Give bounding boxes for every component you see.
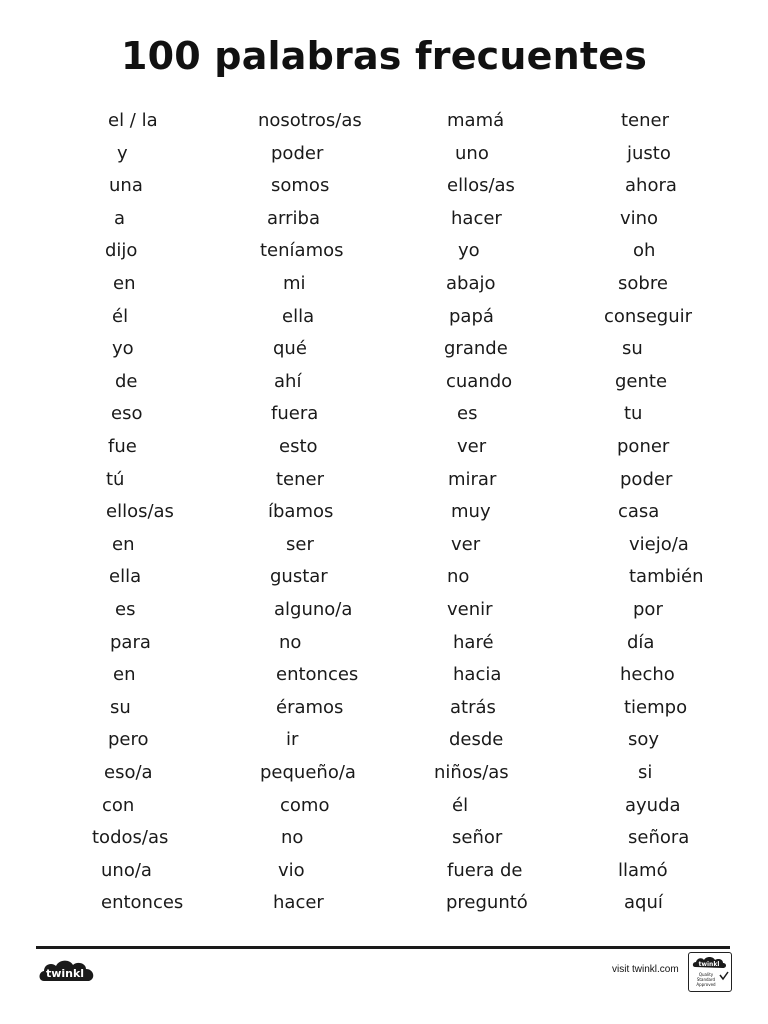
word-item: de (115, 370, 138, 392)
word-item: mi (283, 273, 306, 294)
word-item: con (102, 794, 135, 816)
word-item: abajo (446, 273, 496, 294)
word-item: preguntó (446, 892, 528, 914)
word-item: somos (271, 175, 330, 197)
word-item: ella (282, 305, 315, 327)
word-item: casa (618, 501, 660, 523)
word-item: ellos/as (106, 501, 174, 523)
word-item: entonces (276, 664, 359, 686)
word-item: viejo/a (629, 533, 689, 555)
word-item: eso (111, 403, 143, 425)
word-item: llamó (618, 859, 668, 881)
word-item: niños/as (434, 762, 509, 783)
word-item: soy (628, 729, 660, 751)
word-item: en (113, 664, 136, 686)
word-item: si (638, 762, 653, 783)
word-item: también (629, 566, 704, 588)
word-item: vino (620, 207, 659, 229)
word-item: ahí (274, 370, 302, 392)
word-item: su (110, 696, 131, 718)
word-item: fuera (271, 403, 319, 425)
word-item: mirar (448, 468, 497, 490)
word-item: mamá (447, 110, 505, 131)
word-item: una (109, 175, 143, 197)
word-item: íbamos (268, 501, 334, 523)
word-item: no (447, 566, 470, 588)
word-item: hecho (620, 664, 675, 686)
word-item: como (280, 794, 330, 816)
word-item: teníamos (260, 240, 344, 262)
word-item: ella (109, 566, 142, 588)
word-item: cuando (446, 370, 513, 392)
word-item: y (117, 142, 128, 164)
word-item: él (112, 305, 129, 327)
page-title: 100 palabras frecuentes (120, 34, 648, 78)
word-item: nosotros/as (258, 110, 362, 131)
word-item: ver (451, 533, 481, 555)
word-item: hacer (451, 207, 502, 229)
word-item: gustar (270, 566, 328, 588)
word-item: ver (457, 436, 487, 457)
badge-text: Quality Standard Approved (696, 972, 716, 987)
word-item: uno (455, 142, 489, 164)
footer-divider (36, 946, 730, 949)
quality-badge-icon (688, 952, 732, 992)
word-item: hacer (273, 892, 324, 914)
word-item: pequeño/a (260, 762, 356, 783)
word-item: uno/a (101, 859, 152, 881)
word-item: a (114, 207, 126, 229)
word-item: grande (444, 338, 508, 360)
word-item: ir (286, 729, 299, 751)
word-item: no (279, 631, 302, 653)
word-item: es (115, 599, 136, 620)
word-item: sobre (618, 273, 668, 294)
word-item: en (112, 533, 135, 555)
word-item: alguno/a (274, 599, 353, 620)
word-item: esto (279, 436, 318, 457)
word-item: conseguir (604, 305, 693, 327)
visit-link[interactable]: visit twinkl.com (612, 964, 679, 975)
badge-logo-text: twinkl (698, 961, 720, 968)
word-item: atrás (450, 696, 496, 718)
word-item: todos/as (92, 827, 169, 849)
word-item: ahora (625, 175, 677, 197)
word-item: dijo (105, 240, 138, 262)
word-item: tiempo (624, 696, 688, 718)
word-item: pero (108, 729, 149, 751)
word-item: ayuda (625, 794, 681, 816)
word-item: señora (628, 827, 690, 849)
word-item: papá (449, 305, 494, 327)
word-item: gente (615, 370, 668, 392)
word-item: en (113, 273, 136, 294)
word-item: desde (449, 729, 504, 751)
word-item: justo (627, 142, 671, 164)
word-item: éramos (276, 696, 344, 718)
word-item: poner (617, 436, 670, 457)
word-item: su (622, 338, 643, 360)
word-item: tener (621, 110, 670, 131)
word-item: eso/a (104, 762, 153, 783)
word-item: tú (106, 468, 125, 490)
word-item: no (281, 827, 304, 849)
word-item: yo (458, 240, 480, 262)
word-item: aquí (624, 892, 663, 914)
word-item: es (457, 403, 478, 425)
word-item: qué (273, 338, 307, 360)
word-item: poder (271, 142, 324, 164)
word-item: fue (108, 436, 137, 457)
word-item: vio (278, 859, 305, 881)
word-item: tener (276, 468, 325, 490)
word-item: para (110, 631, 151, 653)
cloud-logo-icon (36, 955, 98, 989)
word-item: señor (452, 827, 503, 849)
word-item: tu (624, 403, 643, 425)
word-item: entonces (101, 892, 184, 914)
word-item: día (627, 631, 655, 653)
word-item: ellos/as (447, 175, 515, 197)
word-item: él (452, 794, 469, 816)
word-item: fuera de (447, 859, 523, 881)
logo-text: twinkl (45, 967, 85, 980)
word-item: oh (633, 240, 656, 262)
word-item: haré (453, 631, 494, 653)
word-item: poder (620, 468, 673, 490)
word-item: por (633, 599, 663, 620)
word-item: muy (451, 501, 491, 523)
word-item: venir (447, 599, 493, 620)
word-item: ser (286, 533, 314, 555)
word-item: arriba (267, 207, 320, 229)
word-item: yo (112, 338, 134, 360)
word-item: el / la (108, 110, 158, 131)
word-item: hacia (453, 664, 502, 686)
